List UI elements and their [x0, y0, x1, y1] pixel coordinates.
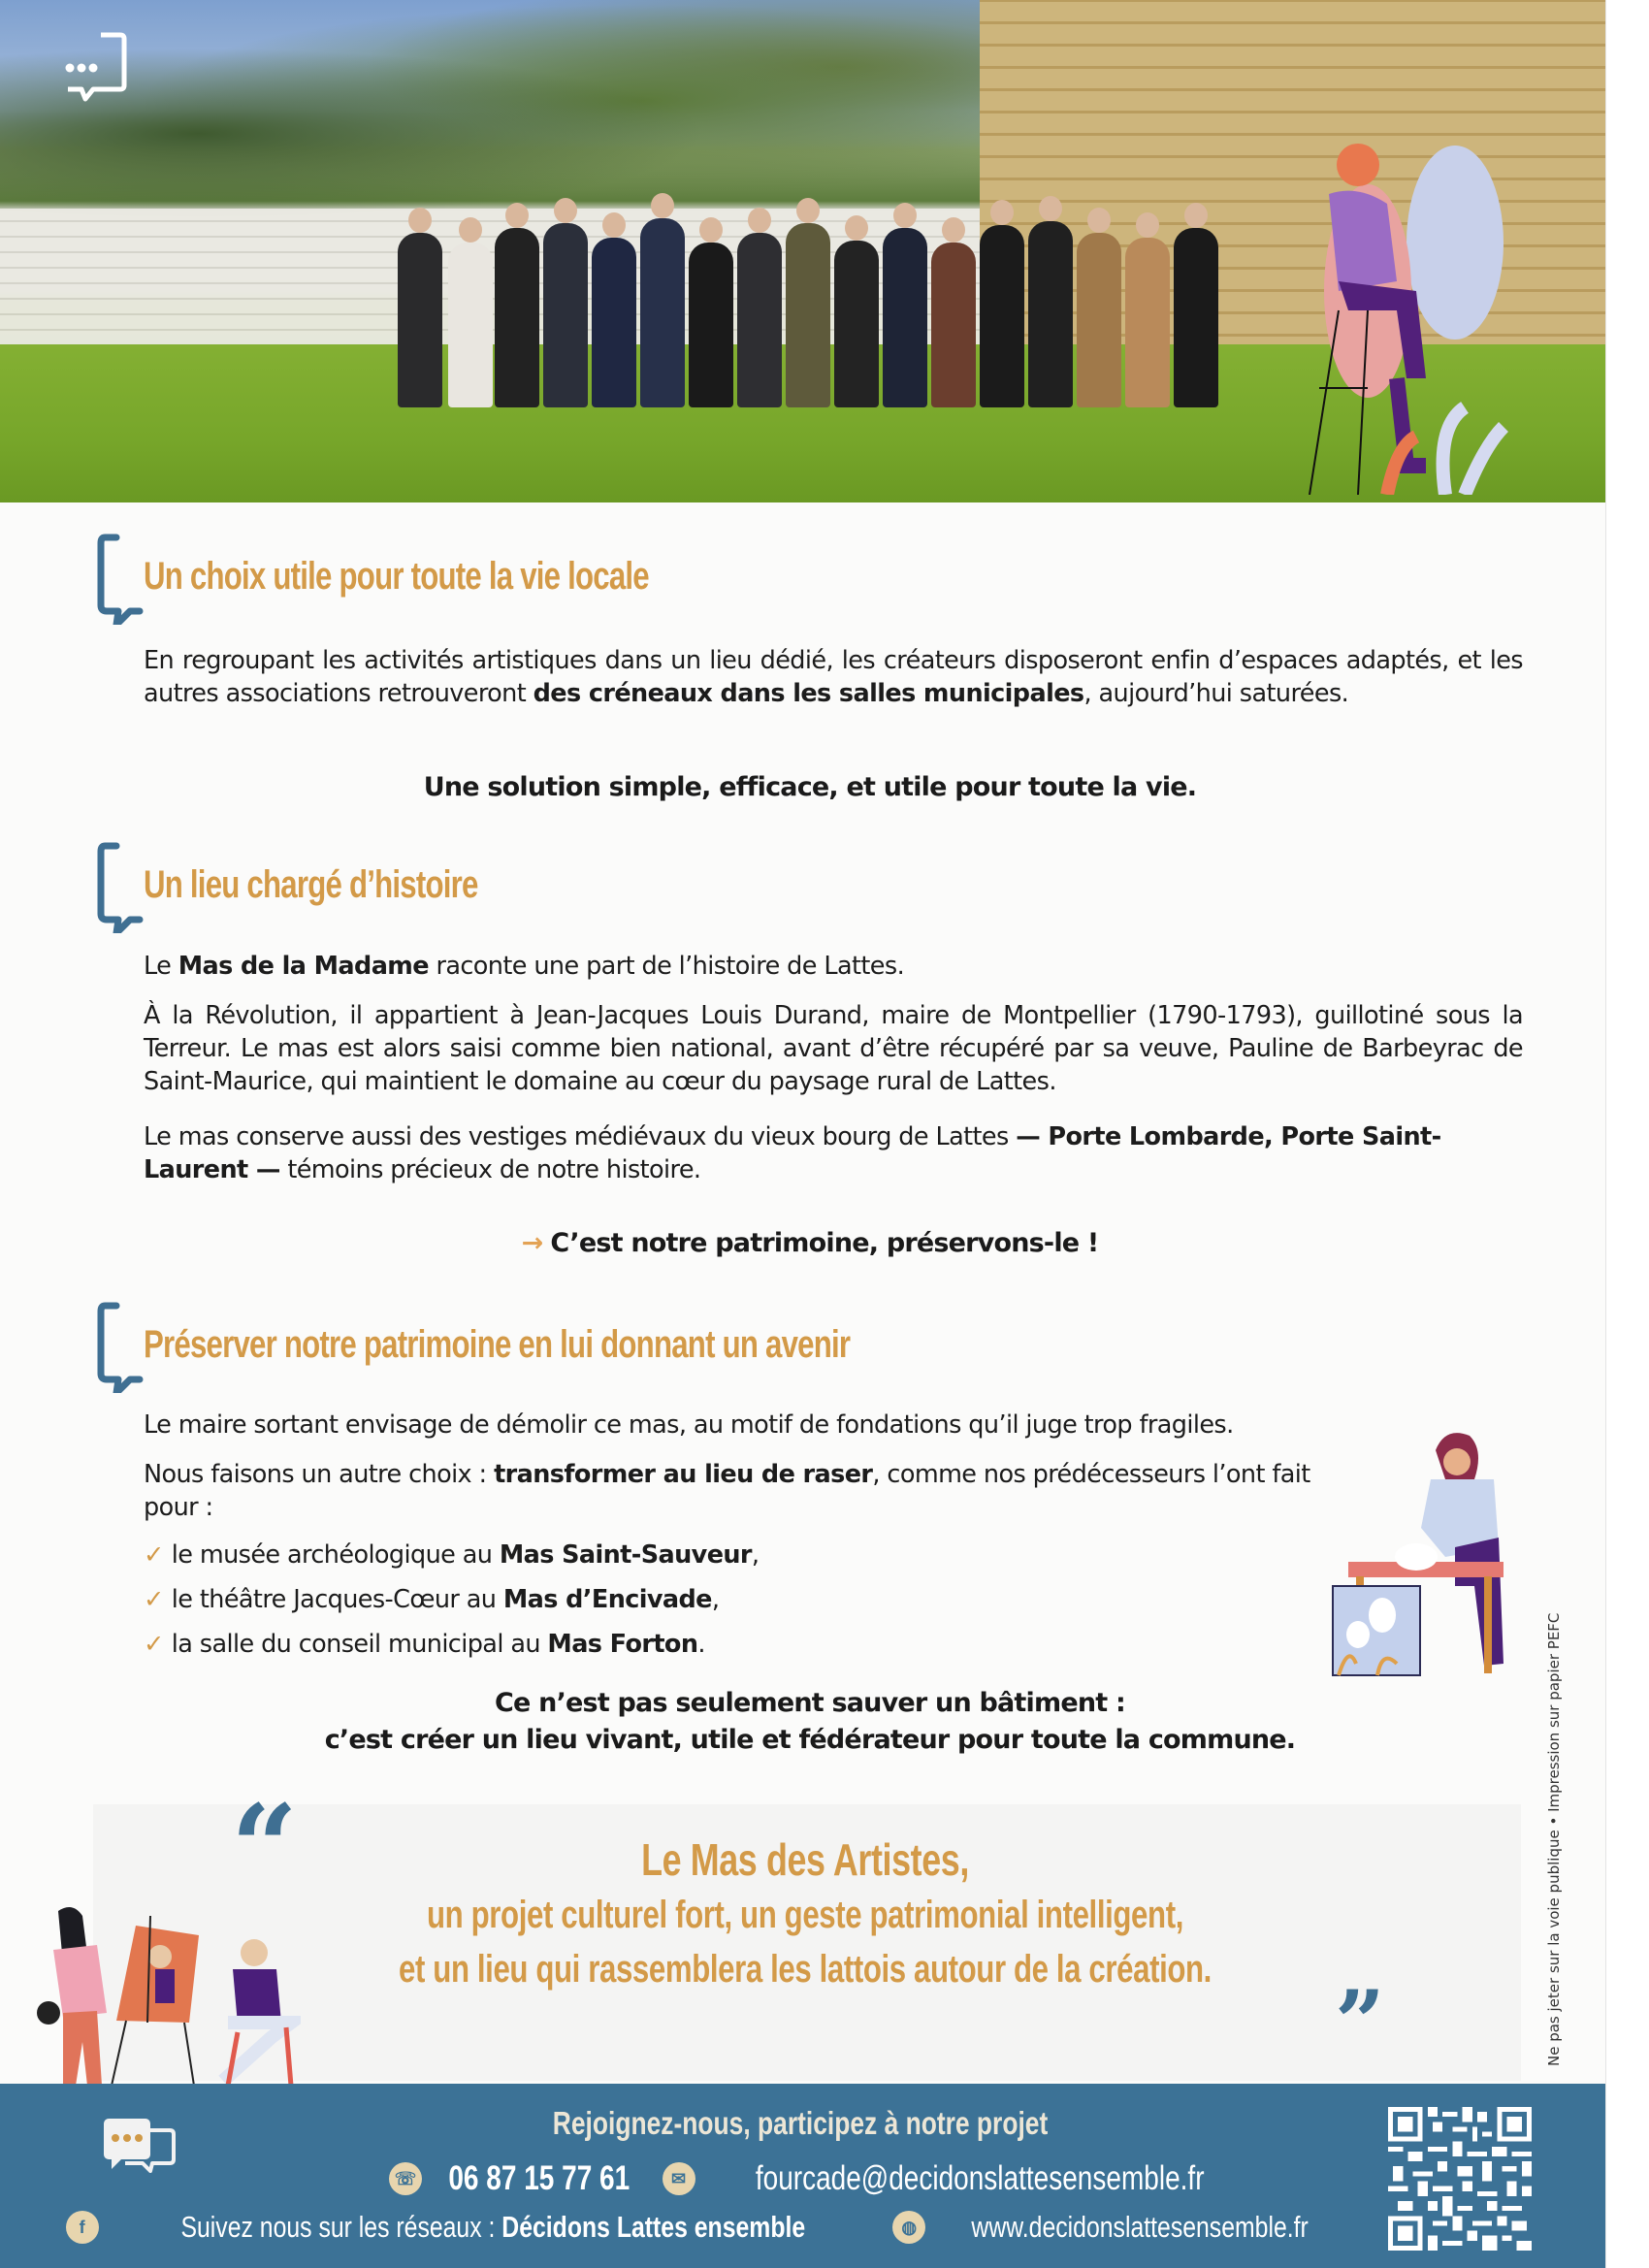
- paragraph: Le Mas de la Madame raconte une part de l’histoire de Lattes.: [144, 952, 905, 981]
- arrow-right-icon: →: [521, 1228, 543, 1258]
- sculptor-illustration-icon: [1329, 1421, 1523, 1683]
- legal-note: Ne pas jeter sur la voie publique • Impression sur papier PEFC: [1545, 1612, 1563, 2066]
- painter-illustration-icon: [29, 1896, 301, 2086]
- facebook-page-link[interactable]: Décidons Lattes ensemble: [501, 2210, 805, 2244]
- section-heading-history: [97, 840, 572, 933]
- phone-icon: ☏: [389, 2162, 422, 2195]
- section-title: Préserver notre patrimoine en lui donnant un avenir: [144, 1323, 851, 1366]
- precedent-list: [144, 1533, 759, 1667]
- paragraph: En regroupant les activités artistiques dans un lieu dédié, les créateurs disposeront enfin d’espaces adaptés, et les autres associations retrouveront des créneaux dans les salles municipales, aujourd’hui saturées.: [144, 646, 1523, 708]
- facebook-icon: f: [66, 2211, 99, 2244]
- social-label: Suivez nous sur les réseaux : Décidons Lattes ensemble: [180, 2210, 805, 2244]
- closing-quote: Le Mas des Artistes, un projet culturel fort, un geste patrimonial intelligent, et un lieu qui rassemblera les lattois autour de la création.: [399, 1834, 1212, 1991]
- callout: → C’est notre patrimoine, préservons-le !: [521, 1228, 1099, 1258]
- checkmark-icon: ✓: [144, 1540, 164, 1570]
- hero-photo: [0, 0, 1605, 502]
- section-heading-local-life: [97, 532, 792, 625]
- callout: Une solution simple, efficace, et utile pour toute la vie.: [423, 772, 1197, 802]
- qr-code-icon[interactable]: [1387, 2107, 1533, 2251]
- email-link[interactable]: fourcade@decidonslattesensemble.fr: [755, 2159, 1205, 2197]
- footer-contact-banner: [0, 2084, 1605, 2268]
- section-title: Un choix utile pour toute la vie locale: [144, 555, 649, 598]
- group-of-people: [398, 175, 1212, 407]
- footer-title: Rejoignez-nous, participez à notre projet: [552, 2105, 1049, 2141]
- chat-bubble-icon: [60, 31, 128, 109]
- artist-illustration-icon: [1300, 136, 1513, 495]
- paragraph: À la Révolution, il appartient à Jean-Jacques Louis Durand, maire de Montpellier (1790-1793), guillotiné sous la Terreur. Le mas est alors saisi comme bien national, avant d’être récupéré par sa veuve, Pauline de Barbeyrac de Saint-Maurice, qui maintient le domaine au cœur du paysage rural de Lattes.: [144, 1001, 1523, 1096]
- list-item: ✓ le théâtre Jacques-Cœur au Mas d’Encivade,: [144, 1585, 720, 1614]
- paragraph: Le mas conserve aussi des vestiges médiévaux du vieux bourg de Lattes — Porte Lombarde, Porte Saint-Laurent — témoins précieux de notre histoire.: [144, 1122, 1441, 1184]
- paragraph: Nous faisons un autre choix : transformer au lieu de raser, comme nos prédécesseurs l’ont fait pour :: [144, 1460, 1310, 1522]
- phone-link[interactable]: 06 87 15 77 61: [448, 2159, 630, 2197]
- open-quote-icon: “: [231, 1779, 299, 1916]
- list-item: ✓ le musée archéologique au Mas Saint-Sauveur,: [144, 1540, 760, 1570]
- contact-row: [141, 2159, 1499, 2198]
- checkmark-icon: ✓: [144, 1585, 164, 1614]
- website-link[interactable]: www.decidonslattesensemble.fr: [971, 2210, 1309, 2244]
- section-title: Un lieu chargé d’histoire: [144, 863, 478, 906]
- globe-icon: ◍: [892, 2211, 925, 2244]
- callout: Ce n’est pas seulement sauver un bâtiment : c’est créer un lieu vivant, utile et fédérateur pour toute la commune.: [324, 1688, 1296, 1755]
- email-icon: ✉: [663, 2162, 695, 2195]
- checkmark-icon: ✓: [144, 1630, 164, 1659]
- close-quote-icon: ”: [1335, 1971, 1385, 2074]
- social-row: [24, 2210, 1382, 2245]
- page-margin: [1605, 0, 1649, 2268]
- list-item: ✓ la salle du conseil municipal au Mas Forton.: [144, 1630, 705, 1659]
- paragraph: Le maire sortant envisage de démolir ce mas, au motif de fondations qu’il juge trop fragiles.: [144, 1410, 1234, 1440]
- section-heading-preserve: [97, 1300, 1050, 1393]
